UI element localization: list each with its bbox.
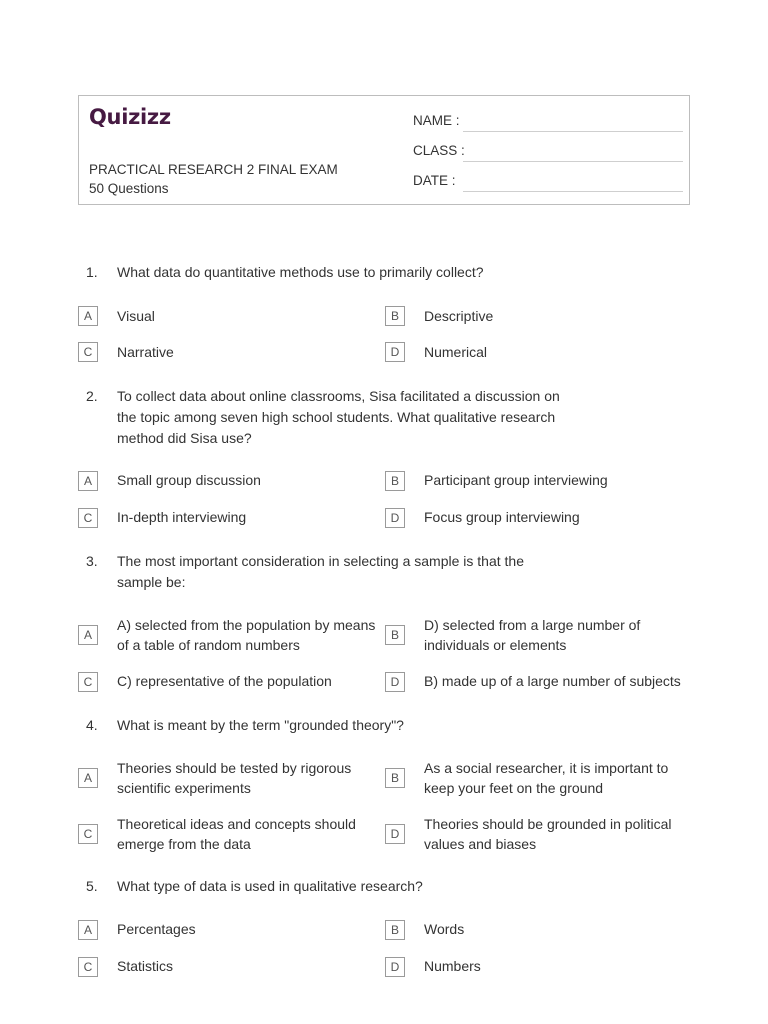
option-c-text: Theoretical ideas and concepts should emerge from the data <box>117 816 356 852</box>
option-c-box[interactable]: C <box>78 672 98 692</box>
option-a-text: A) selected from the population by means of a table of random numbers <box>117 617 376 653</box>
question-number: 2. <box>86 388 98 404</box>
option-b-text: Participant group interviewing <box>424 472 608 488</box>
option-c-text: In-depth interviewing <box>117 509 247 525</box>
date-line[interactable] <box>463 191 683 192</box>
option-a-box[interactable]: A <box>78 768 98 788</box>
option-a-box[interactable]: A <box>78 471 98 491</box>
date-field[interactable] <box>413 173 683 193</box>
option-d-box[interactable]: D <box>385 508 405 528</box>
option-d-box[interactable]: D <box>385 342 405 362</box>
option-a-box[interactable]: A <box>78 306 98 326</box>
option-d-text: B) made up of a large number of subjects <box>424 673 681 689</box>
question-text: What is meant by the term "grounded theory"? <box>117 717 404 733</box>
quizizz-logo: Quizizz <box>89 105 171 129</box>
question-text: What data do quantitative methods use to primarily collect? <box>117 264 484 280</box>
option-b-text: Words <box>424 921 465 937</box>
worksheet-header <box>78 95 690 205</box>
option-b-box[interactable]: B <box>385 768 405 788</box>
option-d-text: Numbers <box>424 958 481 974</box>
question-count: 50 Questions <box>89 181 169 196</box>
option-b-box[interactable]: B <box>385 306 405 326</box>
option-b-box[interactable]: B <box>385 625 405 645</box>
option-c-text: Statistics <box>117 958 174 974</box>
option-a-text: Theories should be tested by rigorous scientific experiments <box>117 760 352 796</box>
question-number: 4. <box>86 717 98 733</box>
name-line[interactable] <box>463 131 683 132</box>
question-text: The most important consideration in selecting a sample is that the sample be: <box>117 553 524 590</box>
option-d-box[interactable]: D <box>385 957 405 977</box>
option-c-box[interactable]: C <box>78 824 98 844</box>
option-c-box[interactable]: C <box>78 957 98 977</box>
option-c-box[interactable]: C <box>78 342 98 362</box>
class-label: CLASS : <box>413 143 465 158</box>
option-c-box[interactable]: C <box>78 508 98 528</box>
name-field[interactable] <box>413 113 683 133</box>
class-line[interactable] <box>463 161 683 162</box>
class-field[interactable] <box>413 143 683 163</box>
option-d-text: Focus group interviewing <box>424 509 580 525</box>
option-c-text: Narrative <box>117 344 174 360</box>
question-number: 1. <box>86 264 98 280</box>
option-b-text: As a social researcher, it is important to keep your feet on the ground <box>424 760 669 796</box>
option-b-text: Descriptive <box>424 308 494 324</box>
option-a-box[interactable]: A <box>78 920 98 940</box>
option-b-text: D) selected from a large number of individuals or elements <box>424 617 641 653</box>
question-text: To collect data about online classrooms, Sisa facilitated a discussion on the topic among seven high school students. What qualitative research method did Sisa use? <box>117 388 560 446</box>
date-label: DATE : <box>413 173 456 188</box>
option-b-box[interactable]: B <box>385 471 405 491</box>
option-d-text: Numerical <box>424 344 488 360</box>
option-d-text: Theories should be grounded in political values and biases <box>424 816 672 852</box>
option-c-text: C) representative of the population <box>117 673 332 689</box>
option-a-text: Percentages <box>117 921 196 937</box>
option-a-box[interactable]: A <box>78 625 98 645</box>
exam-title: PRACTICAL RESEARCH 2 FINAL EXAM <box>89 162 338 177</box>
option-d-box[interactable]: D <box>385 672 405 692</box>
question-text: What type of data is used in qualitative research? <box>117 878 423 894</box>
option-b-box[interactable]: B <box>385 920 405 940</box>
question-number: 3. <box>86 553 98 569</box>
option-d-box[interactable]: D <box>385 824 405 844</box>
option-a-text: Small group discussion <box>117 472 261 488</box>
name-label: NAME : <box>413 113 460 128</box>
question-number: 5. <box>86 878 98 894</box>
option-a-text: Visual <box>117 308 155 324</box>
